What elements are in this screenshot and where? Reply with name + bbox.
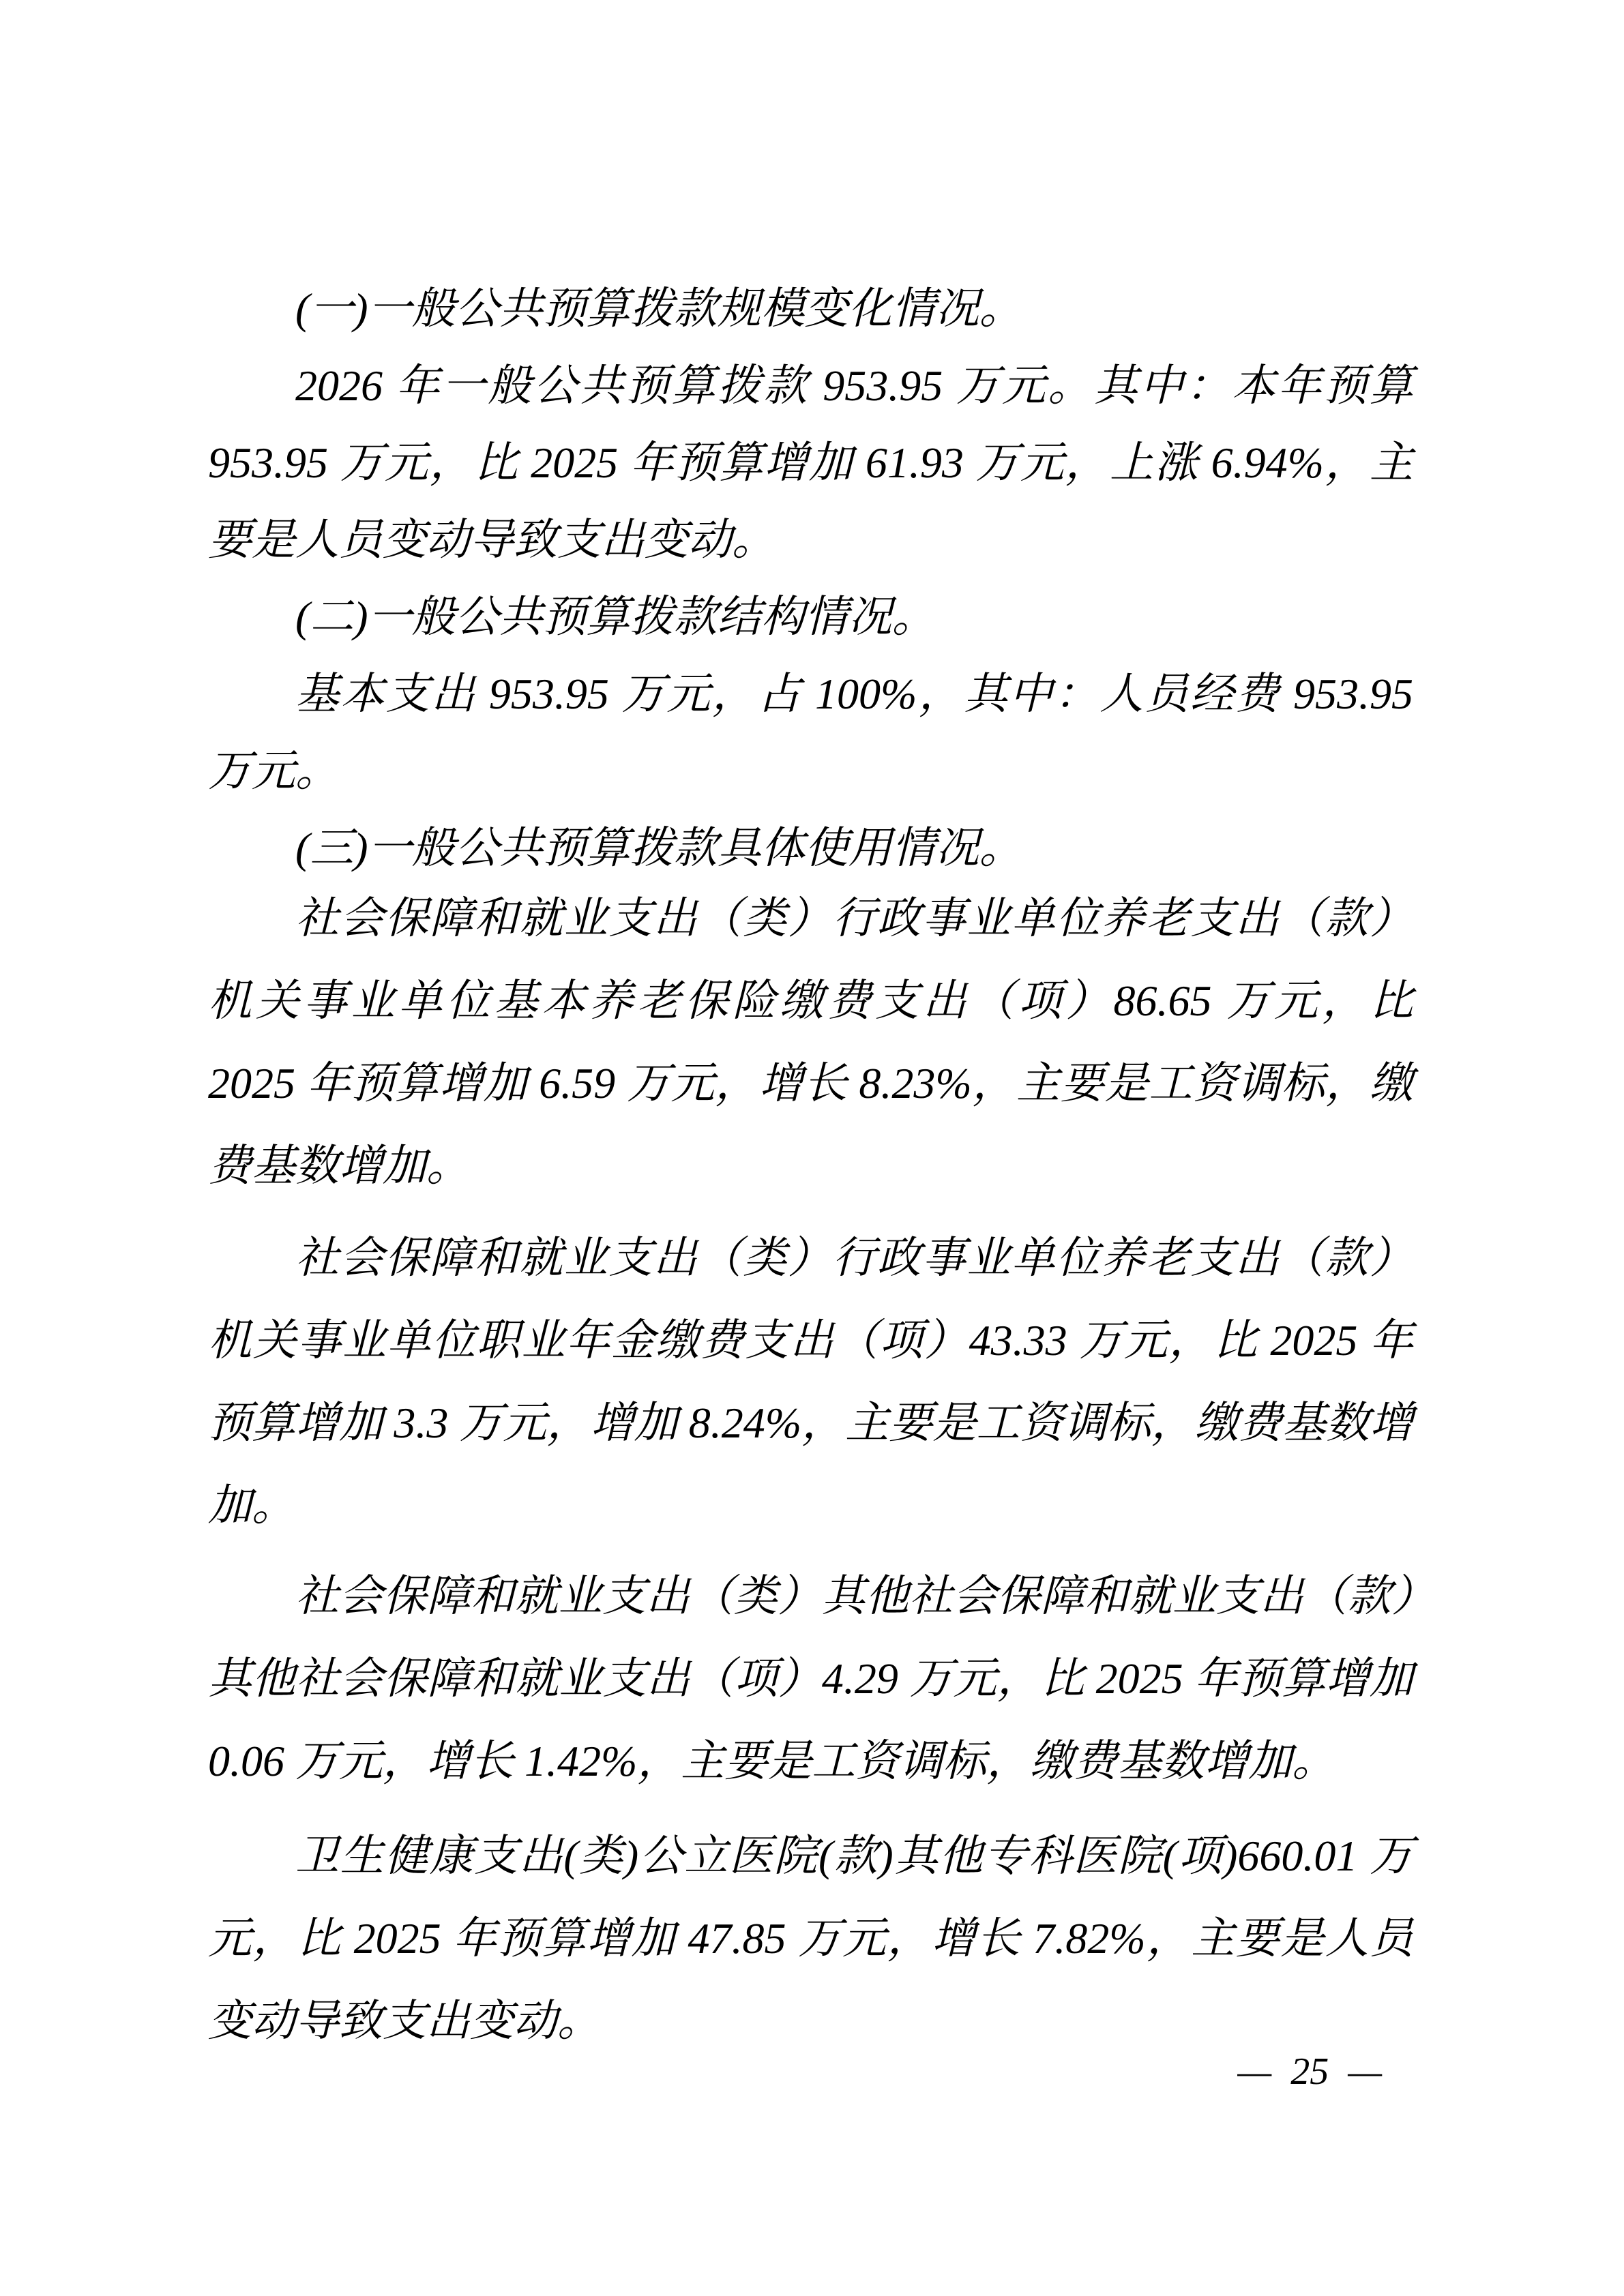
document-body	[208, 270, 1413, 2062]
section-heading-2: (二)一般公共预算拨款结构情况。	[295, 593, 936, 641]
paragraph-pension-insurance: 社会保障和就业支出（类）行政事业单位养老支出（款）机关事业单位基本养老保险缴费支出（项）86.65 万元，比 2025 年预算增加 6.59 万元，增长 8.23%，主要是工资调标，缴费基数增加。	[208, 894, 1413, 1190]
page-number: — 25 —	[1237, 2051, 1382, 2093]
paragraph-health-hospital: 卫生健康支出(类)公立医院(款)其他专科医院(项)660.01 万元，比 2025 年预算增加 47.85 万元，增长 7.82%，主要是人员变动导致支出变动。	[208, 1832, 1413, 2045]
paragraph-occupational-annuity: 社会保障和就业支出（类）行政事业单位养老支出（款）机关事业单位职业年金缴费支出（项）43.33 万元，比 2025 年预算增加 3.3 万元，增加 8.24%，主要是工资调标，缴费基数增加。	[208, 1234, 1413, 1530]
section-heading-3: (三)一般公共预算拨款具体使用情况。	[295, 824, 1023, 872]
paragraph-budget-structure: 基本支出 953.95 万元，占 100%，其中：人员经费 953.95 万元。	[208, 670, 1413, 795]
paragraph-other-social-security: 社会保障和就业支出（类）其他社会保障和就业支出（款）其他社会保障和就业支出（项）4.29 万元，比 2025 年预算增加 0.06 万元，增长 1.42%，主要是工资调标，缴费基数增加。	[208, 1572, 1413, 1785]
paragraph-budget-scale: 2026 年一般公共预算拨款 953.95 万元。其中：本年预算 953.95 万元，比 2025 年预算增加 61.93 万元，上涨 6.94%，主要是人员变动导致支出变动。	[208, 361, 1413, 564]
section-heading-1: (一)一般公共预算拨款规模变化情况。	[295, 284, 1023, 333]
